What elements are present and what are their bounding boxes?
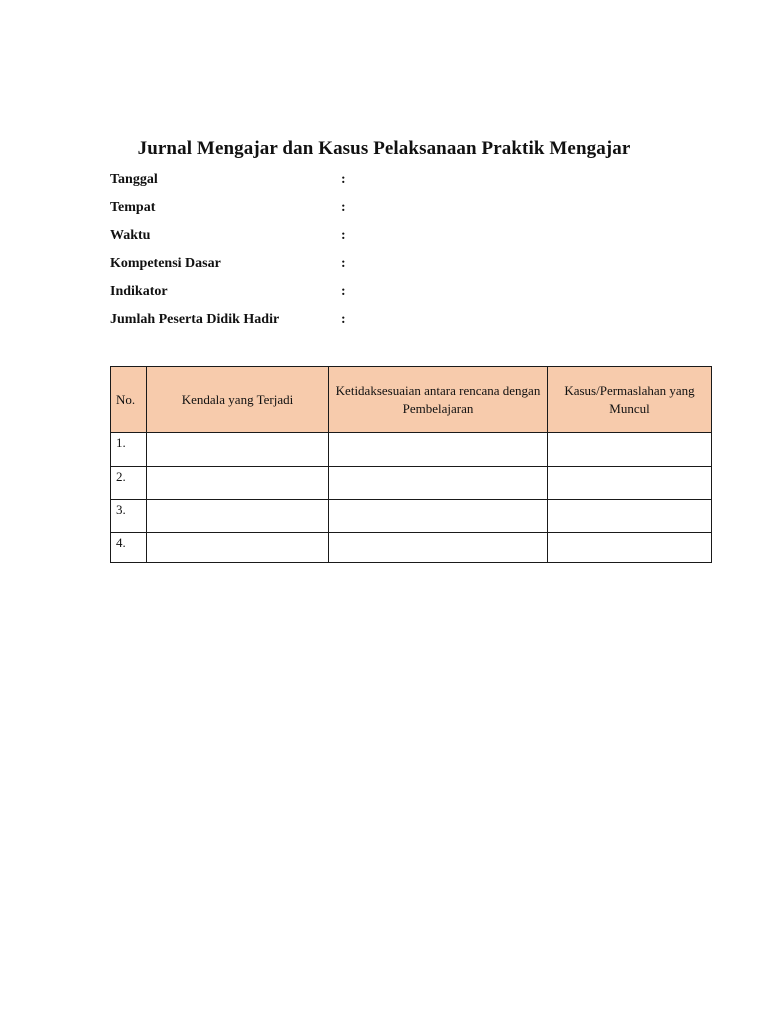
field-label: Waktu (110, 228, 151, 243)
cell-ketidaksesuaian[interactable] (329, 533, 548, 563)
cell-kasus[interactable] (548, 500, 712, 533)
field-separator: : (341, 256, 346, 271)
row-number: 3. (111, 500, 147, 533)
field-row-waktu (110, 226, 610, 254)
field-separator: : (341, 284, 346, 299)
cell-kasus[interactable] (548, 467, 712, 500)
field-label: Tanggal (110, 172, 158, 187)
table-row (111, 533, 712, 563)
row-number: 1. (111, 433, 147, 467)
field-separator: : (341, 228, 346, 243)
row-number: 2. (111, 467, 147, 500)
table-row (111, 500, 712, 533)
field-separator: : (341, 200, 346, 215)
journal-table (110, 366, 712, 563)
column-header-ketidaksesuaian: Ketidaksesuaian antara rencana dengan Pembelajaran (329, 367, 548, 433)
table-row (111, 433, 712, 467)
row-number: 4. (111, 533, 147, 563)
field-label: Kompetensi Dasar (110, 256, 221, 271)
cell-ketidaksesuaian[interactable] (329, 500, 548, 533)
field-row-indikator (110, 282, 610, 310)
form-fields (110, 170, 610, 338)
field-label: Tempat (110, 200, 156, 215)
field-row-kompetensi-dasar (110, 254, 610, 282)
cell-ketidaksesuaian[interactable] (329, 467, 548, 500)
cell-kendala[interactable] (147, 533, 329, 563)
cell-kendala[interactable] (147, 467, 329, 500)
field-separator: : (341, 172, 346, 187)
field-row-jumlah-peserta (110, 310, 610, 338)
column-header-kendala: Kendala yang Terjadi (147, 367, 329, 433)
field-label: Jumlah Peserta Didik Hadir (110, 312, 280, 327)
cell-kasus[interactable] (548, 533, 712, 563)
cell-ketidaksesuaian[interactable] (329, 433, 548, 467)
table-row (111, 467, 712, 500)
document-title: Jurnal Mengajar dan Kasus Pelaksanaan Praktik Mengajar (137, 138, 631, 159)
field-label: Indikator (110, 284, 168, 299)
cell-kendala[interactable] (147, 433, 329, 467)
column-header-no: No. (111, 367, 147, 433)
cell-kendala[interactable] (147, 500, 329, 533)
table-header-row (111, 367, 712, 433)
field-row-tanggal (110, 170, 610, 198)
cell-kasus[interactable] (548, 433, 712, 467)
field-separator: : (341, 312, 346, 327)
column-header-kasus: Kasus/Permaslahan yang Muncul (548, 367, 712, 433)
field-row-tempat (110, 198, 610, 226)
